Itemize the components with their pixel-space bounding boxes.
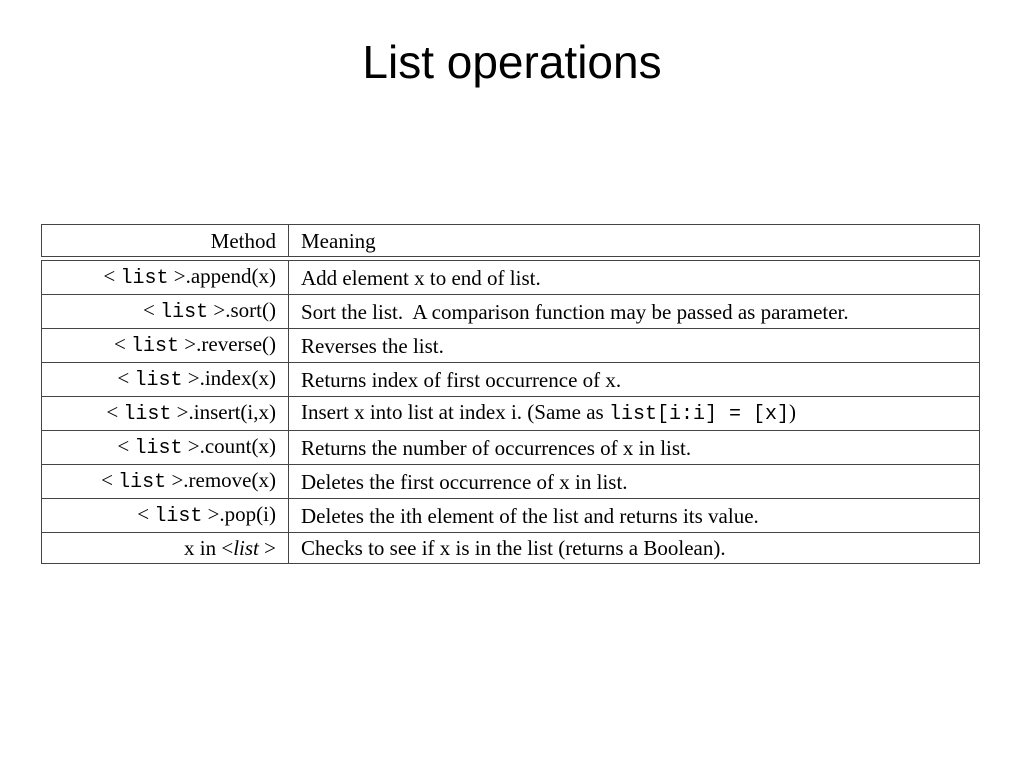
method-code: list	[123, 403, 172, 426]
lt-sign: <	[101, 468, 119, 492]
meaning-text: Insert x into list at index i. (Same as	[301, 400, 609, 424]
gt-sign: >	[168, 264, 186, 288]
table-row	[42, 295, 980, 329]
gt-sign: >	[208, 298, 226, 322]
method-code: list	[131, 335, 180, 358]
meaning-cell: Deletes the ith element of the list and returns its value.	[289, 499, 980, 533]
table-header-row	[42, 225, 980, 257]
slide-title: List operations	[362, 36, 662, 88]
method-suffix: .count(x)	[199, 434, 276, 458]
list-operations-table	[41, 224, 980, 564]
gt-sign: >	[182, 434, 200, 458]
header-method: Method	[42, 225, 289, 257]
table-row	[42, 329, 980, 363]
method-italic: list	[233, 536, 259, 560]
method-cell	[42, 499, 289, 533]
meaning-code: list[i:i] = [x]	[608, 403, 789, 426]
lt-sign: <	[137, 502, 155, 526]
method-cell	[42, 431, 289, 465]
gt-sign: >	[182, 366, 200, 390]
table-row	[42, 533, 980, 564]
method-suffix: .reverse()	[196, 332, 276, 356]
gt-sign: >	[179, 332, 197, 356]
method-suffix: .append(x)	[185, 264, 276, 288]
header-meaning: Meaning	[289, 225, 980, 257]
method-cell	[42, 397, 289, 431]
method-cell	[42, 533, 289, 564]
lt-sign: <	[103, 264, 121, 288]
meaning-cell: Deletes the first occurrence of x in list.	[289, 465, 980, 499]
method-suffix: .pop(i)	[219, 502, 276, 526]
method-suffix: .insert(i,x)	[188, 400, 276, 424]
gt-sign: >	[171, 400, 189, 424]
method-suffix: .remove(x)	[183, 468, 276, 492]
meaning-cell: Returns index of first occurrence of x.	[289, 363, 980, 397]
meaning-cell: Reverses the list.	[289, 329, 980, 363]
lt-sign: <	[117, 434, 135, 458]
method-suffix: .index(x)	[199, 366, 276, 390]
table-row	[42, 363, 980, 397]
table-row	[42, 465, 980, 499]
method-prefix: x in	[184, 536, 222, 560]
gt-sign: >	[166, 468, 184, 492]
method-suffix: .sort()	[225, 298, 276, 322]
list-operations-table-container	[41, 224, 979, 564]
lt-sign: <	[113, 332, 132, 356]
lt-sign: <	[221, 536, 234, 560]
method-cell	[42, 329, 289, 363]
meaning-cell: Add element x to end of list.	[289, 261, 980, 295]
method-code: list	[118, 471, 167, 494]
meaning-cell: Sort the list. A comparison function may be passed as parameter.	[289, 295, 980, 329]
method-cell	[42, 295, 289, 329]
meaning-cell	[289, 397, 980, 431]
meaning-cell: Checks to see if x is in the list (returns a Boolean).	[289, 533, 980, 564]
table-row	[42, 261, 980, 295]
lt-sign: <	[143, 298, 161, 322]
method-cell	[42, 261, 289, 295]
table-row	[42, 397, 980, 431]
table-row	[42, 431, 980, 465]
lt-sign: <	[117, 366, 135, 390]
method-code: list	[160, 301, 209, 324]
method-code: list	[134, 437, 183, 460]
gt-sign: >	[258, 536, 276, 560]
method-cell	[42, 363, 289, 397]
method-code: list	[134, 369, 183, 392]
meaning-cell: Returns the number of occurrences of x in list.	[289, 431, 980, 465]
method-cell	[42, 465, 289, 499]
meaning-tail: )	[788, 400, 796, 424]
method-code: list	[154, 505, 203, 528]
table-row	[42, 499, 980, 533]
method-code: list	[120, 267, 169, 290]
gt-sign: >	[202, 502, 220, 526]
lt-sign: <	[106, 400, 124, 424]
